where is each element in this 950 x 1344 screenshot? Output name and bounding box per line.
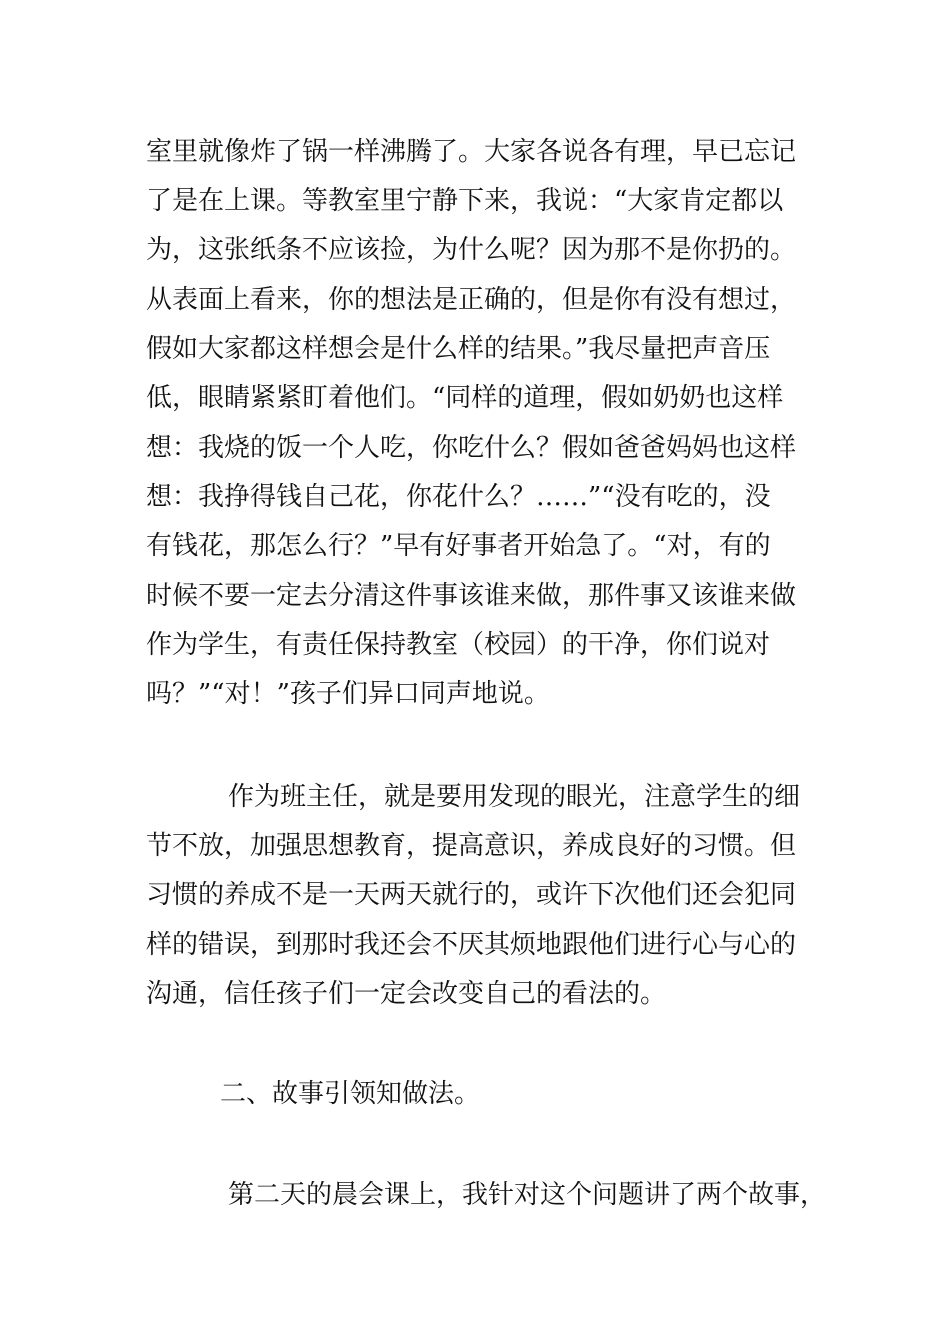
text-line: 了是在上课。等教室里宁静下来，我说：“大家肯定都以 xyxy=(146,186,784,216)
text-line: 想：我烧的饭一个人吃，你吃什么？假如爸爸妈妈也这样 xyxy=(146,433,797,463)
text-line: 第二天的晨会课上，我针对这个问题讲了两个故事， xyxy=(228,1180,827,1210)
text-line: 作为学生，有责任保持教室（校园）的干净，你们说对 xyxy=(146,630,771,660)
text-line: 从表面上看来，你的想法是正确的，但是你有没有想过， xyxy=(146,285,797,315)
text-line: 假如大家都这样想会是什么样的结果。”我尽量把声音压 xyxy=(146,334,771,364)
text-line: 沟通，信任孩子们一定会改变自己的看法的。 xyxy=(146,979,667,1009)
text-line: 时候不要一定去分清这件事该谁来做，那件事又该谁来做 xyxy=(146,581,797,611)
text-line: 有钱花，那怎么行？”早有好事者开始急了。“对，有的 xyxy=(146,531,771,561)
text-line: 习惯的养成不是一天两天就行的，或许下次他们还会犯同 xyxy=(146,880,797,910)
text-line: 低，眼睛紧紧盯着他们。“同样的道理，假如奶奶也这样 xyxy=(146,383,784,413)
text-line: 吗？”“对！”孩子们异口同声地说。 xyxy=(146,679,550,709)
text-line: 想：我挣得钱自己花，你花什么？……”“没有吃的，没 xyxy=(146,482,771,512)
text-line: 室里就像炸了锅一样沸腾了。大家各说各有理，早已忘记 xyxy=(146,137,797,167)
text-line: 节不放，加强思想教育，提高意识，养成良好的习惯。但 xyxy=(146,831,797,861)
text-line: 作为班主任，就是要用发现的眼光，注意学生的细 xyxy=(228,782,801,812)
text-line: 为，这张纸条不应该捡，为什么呢？因为那不是你扔的。 xyxy=(146,235,797,265)
section-heading: 二、故事引领知做法。 xyxy=(220,1079,481,1109)
text-line: 样的错误，到那时我还会不厌其烦地跟他们进行心与心的 xyxy=(146,930,797,960)
